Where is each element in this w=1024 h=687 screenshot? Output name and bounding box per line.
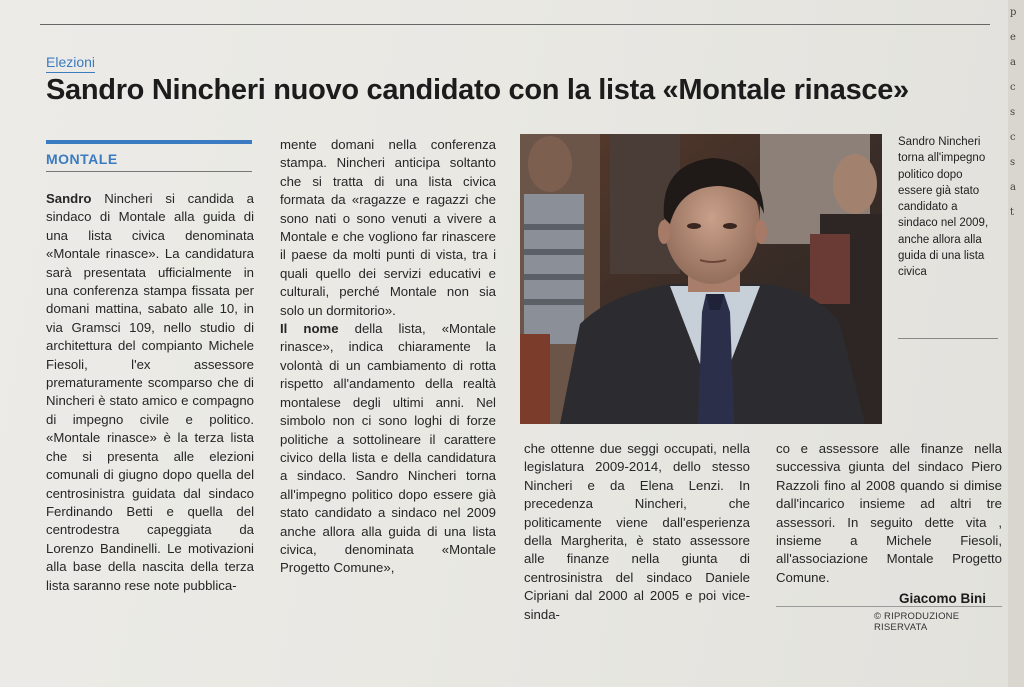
edge-letter: a xyxy=(1010,182,1016,193)
paragraph-lead: Sandro xyxy=(46,191,92,206)
paragraph-text: co e assessore alle finanze nella successiva giunta del sindaco Piero Razzoli fino al 2008 quando si dimise dall'incarico insieme ad altri tre assessori. In seguito dette vita , insieme a Michele Fiesoli, all'associazione Montale Progetto Comune. xyxy=(776,441,1002,585)
top-divider xyxy=(40,24,990,25)
paragraph-text: della lista, «Montale rinasce», indica chiaramente la volontà di un cambiamento di rotta rispetto all'andamento della realtà montalese degli ultimi anni. Nel simbolo non ci sono loghi di forze politiche a sottolineare il carattere civico della lista e della candidatura a sindaco. Sandro Nincheri torna all'impegno politico dopo essere già stato candidato a sindaco nel 2009 anche allora alla guida di una lista civica, denominata «Montale Progetto Comune», xyxy=(280,321,496,576)
candidate-photo xyxy=(520,134,882,424)
edge-letter: s xyxy=(1010,157,1016,168)
article-column-4 xyxy=(776,440,1002,587)
edge-letter: p xyxy=(1010,7,1017,18)
paragraph xyxy=(776,440,1002,587)
adjacent-page-edge xyxy=(1010,0,1022,225)
section-label: MONTALE xyxy=(46,151,118,167)
section-accent-bar xyxy=(46,140,252,144)
article-headline: Sandro Nincheri nuovo candidato con la lista «Montale rinasce» xyxy=(46,74,909,106)
copyright-notice: © RIPRODUZIONE RISERVATA xyxy=(874,611,960,633)
photo-illustration xyxy=(520,134,882,424)
edge-letter: c xyxy=(1010,82,1016,93)
section-divider xyxy=(46,171,252,172)
photo-caption: Sandro Nincheri torna all'impegno politico dopo essere già stato candidato a sindaco nel 2009, anche allora alla guida di una lista civica xyxy=(898,136,989,279)
paragraph xyxy=(280,320,496,578)
edge-letter: s xyxy=(1010,107,1016,118)
article-column-3 xyxy=(524,440,750,624)
caption-divider xyxy=(898,338,998,339)
section-kicker: Elezioni xyxy=(46,54,95,73)
paragraph xyxy=(524,440,750,624)
paragraph xyxy=(280,136,496,320)
paragraph-text: che ottenne due seggi occupati, nella legislatura 2009-2014, dello stesso Nincheri e da Elena Lenzi. In precedenza Nincheri, che politicamente viene dall'esperienza della Margherita, è stato assessore alle finanze nella giunta di centrosinistra del sindaco Daniele Cipriani dal 2000 al 2005 e poi vice-sinda- xyxy=(524,441,750,622)
article-column-1 xyxy=(46,190,254,595)
edge-letter: a xyxy=(1010,57,1016,68)
paragraph-text: Nincheri si candida a sindaco di Montale alla guida di una lista civica denominata «Montale rinasce». La candidatura sarà presentata ufficialmente in una conferenza stampa fissata per domani mattina, sabato alle 10, in via Gramsci 109, nello studio di architettura del compianto Michele Fiesoli, l'ex assessore prematuramente scomparso che di Nincheri è stato amico e compagno di impegno civile e politico. «Montale rinasce» è la terza lista che si presenta alle elezioni comunali di giugno dopo quella del centrosinistra guidata dal sindaco Ferdinando Betti e quella del centrodestra capeggiata da Lorenzo Bandinelli. Le motivazioni alla base della nascita della terza lista saranno rese note pubblica- xyxy=(46,191,254,593)
edge-letter: t xyxy=(1010,207,1015,218)
article-column-2 xyxy=(280,136,496,578)
rights-divider xyxy=(776,606,1002,607)
edge-letter: e xyxy=(1010,32,1016,43)
paragraph xyxy=(46,190,254,595)
edge-letter: c xyxy=(1010,132,1016,143)
article-author: Giacomo Bini xyxy=(898,591,986,606)
paragraph-text: mente domani nella conferenza stampa. Nincheri anticipa soltanto che si tratta di una lista civica formata da «ragazze e ragazzi che sono nati o sono venuti a vivere a Montale e che vogliono far rinascere il paese da molti punti di vista, tra i quali quello dei servizi educativi e culturali, perché Montale non sia solo un dormitorio». xyxy=(280,137,496,318)
paragraph-lead: Il nome xyxy=(280,321,339,337)
